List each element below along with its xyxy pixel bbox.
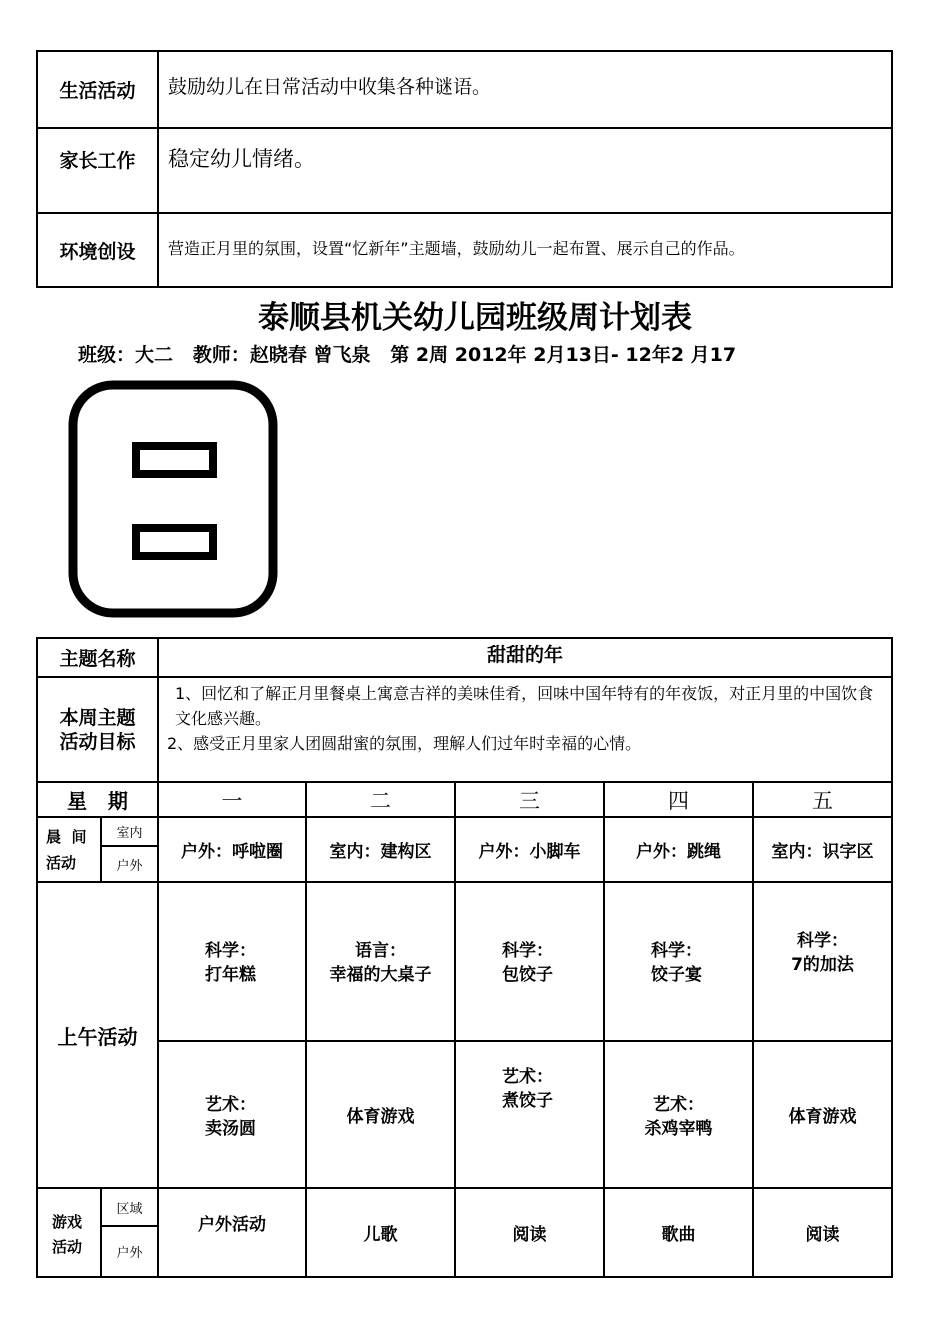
morning-label-2: 活动	[46, 854, 77, 872]
goal-item: 1、回忆和了解正月里餐桌上寓意吉祥的美味佳肴，回味中国年特有的年夜饭，对正月里的中国饮食文化感兴趣。	[175, 684, 874, 728]
row-content-life: 鼓励幼儿在日常活动中收集各种谜语。	[168, 76, 492, 98]
game-cell: 儿歌	[363, 1225, 398, 1245]
row-label-environment: 环境创设	[59, 240, 136, 263]
morning-sub-indoor: 室内	[116, 826, 143, 841]
theme-value: 甜甜的年	[486, 643, 563, 666]
weekday-wed: 三	[519, 788, 540, 813]
am1-cell-thu: 科学： 饺子宴	[651, 941, 702, 985]
weekday-tue: 二	[370, 788, 391, 813]
page-title: 泰顺县机关幼儿园班级周计划表	[258, 300, 692, 336]
game-label-1: 游戏	[52, 1213, 83, 1231]
class-info: 班级：大二 教师：赵晓春 曾飞泉 第 2周 2012年 2月13日- 12年2 月17	[78, 344, 737, 366]
morning-cell: 户外：呼啦圈	[181, 842, 283, 862]
weekday-mon: 一	[221, 788, 243, 813]
morning-cell: 户外：跳绳	[636, 842, 721, 862]
morning-cell: 室内：建构区	[329, 842, 432, 862]
row-content-environment: 营造正月里的氛围，设置“忆新年”主题墙，鼓励幼儿一起布置、展示自己的作品。	[168, 239, 745, 258]
row-label-parents: 家长工作	[59, 149, 136, 172]
am1-cell-wed: 科学： 包饺子	[502, 941, 553, 985]
am2-cell-thu: 艺术： 杀鸡宰鸭	[644, 1095, 713, 1139]
morning-label-1: 晨 间	[46, 828, 87, 846]
goal-list	[167, 681, 887, 756]
am1-cell-fri: 科学： 7的加法	[791, 931, 854, 975]
weekday-label: 星 期	[67, 789, 128, 813]
am2-cell-mon: 艺术： 卖汤圆	[205, 1095, 256, 1139]
am2-cell-fri: 体育游戏	[788, 1107, 857, 1127]
game-sub-outdoor: 户外	[116, 1246, 143, 1261]
am2-cell-wed: 艺术： 煮饺子	[502, 1067, 553, 1111]
am-label: 上午活动	[57, 1024, 138, 1049]
game-cell: 阅读	[512, 1225, 547, 1245]
game-cell: 阅读	[805, 1225, 840, 1245]
morning-cell: 户外：小脚车	[478, 842, 581, 862]
am1-cell-mon: 科学： 打年糕	[205, 941, 256, 985]
row-label-life: 生活活动	[59, 80, 136, 102]
morning-sub-outdoor: 户外	[116, 858, 143, 874]
row-content-parents: 稳定幼儿情绪。	[168, 147, 315, 171]
am1-cell-tue: 语言： 幸福的大桌子	[329, 941, 432, 985]
game-cell: 歌曲	[661, 1225, 696, 1245]
goal-item: 2、感受正月里家人团圆甜蜜的氛围，理解人们过年时幸福的心情。	[167, 734, 642, 753]
theme-label: 主题名称	[59, 648, 136, 670]
weekday-thu: 四	[668, 788, 689, 813]
weekday-fri: 五	[812, 788, 833, 813]
game-cell: 户外活动	[198, 1215, 266, 1235]
morning-cell: 室内：识字区	[771, 842, 874, 862]
goal-label: 本周主题 活动目标	[59, 706, 136, 753]
am2-cell-tue: 体育游戏	[346, 1107, 415, 1127]
game-label-2: 活动	[52, 1238, 83, 1256]
game-sub-area: 区域	[116, 1201, 143, 1217]
rounded-square-two-bars-icon	[68, 380, 280, 620]
